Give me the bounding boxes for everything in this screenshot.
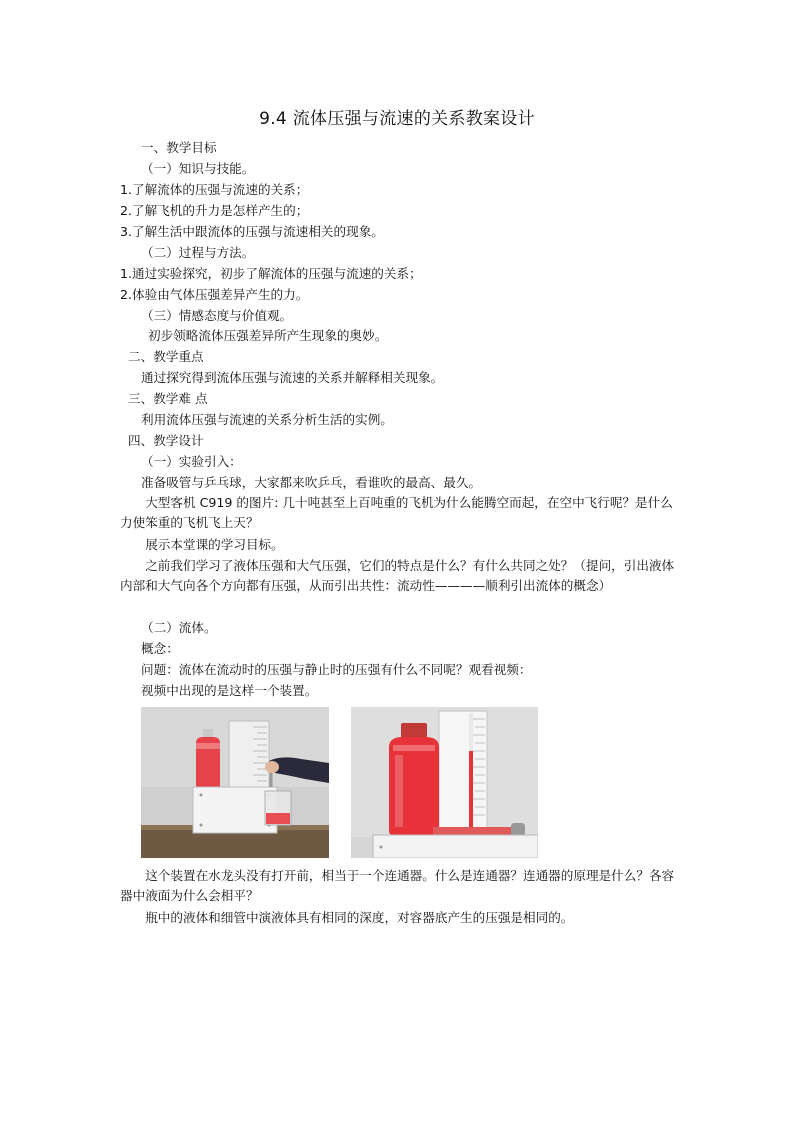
section-heading-design: 四、教学设计 <box>128 433 204 448</box>
list-item: 1.了解流体的压强与流速的关系； <box>120 182 309 197</box>
paragraph: 大型客机 C919 的图片: 几十吨甚至上百吨重的飞机为什么能腾空而起，在空中飞行呢？是什么力使笨重的飞机飞上天？ <box>120 495 673 530</box>
subheading-attitude: （三）情感态度与价值观。 <box>141 308 293 323</box>
subheading-process: （二）过程与方法。 <box>141 245 255 260</box>
paragraph: 准备吸管与乒乓球，大家都来吹乒乓，看谁吹的最高、最久。 <box>141 475 482 490</box>
paragraph: 问题：流体在流动时的压强与静止时的压强有什么不同呢？观看视频： <box>141 662 532 677</box>
subheading-fluid: （二）流体。 <box>141 620 217 635</box>
subheading-knowledge: （一）知识与技能。 <box>141 161 255 176</box>
paragraph: 初步领略流体压强差异所产生现象的奥妙。 <box>148 328 388 343</box>
list-item: 2.了解飞机的升力是怎样产生的； <box>120 203 309 218</box>
section-heading-objectives: 一、教学目标 <box>141 140 217 155</box>
paragraph: 视频中出现的是这样一个装置。 <box>141 683 318 698</box>
apparatus-closeup-illustration <box>351 707 538 858</box>
paragraph: 之前我们学习了液体压强和大气压强，它们的特点是什么？有什么共同之处？（提问，引出液体内部和大气向各个方向都有压强，从而引出共性：流动性————顺利引出流体的概念） <box>120 558 675 593</box>
apparatus-with-hand-illustration <box>141 707 329 858</box>
paragraph: 展示本堂课的学习目标。 <box>120 537 284 552</box>
paragraph: 这个装置在水龙头没有打开前，相当于一个连通器。什么是连通器？连通器的原理是什么？各容器中液面为什么会相平？ <box>120 868 675 903</box>
section-heading-difficulty: 三、教学难 点 <box>128 391 208 406</box>
list-item: 3.了解生活中跟流体的压强与流速相关的现象。 <box>120 224 384 239</box>
list-item: 2.体验由气体压强差异产生的力。 <box>120 287 309 302</box>
subheading-intro: （一）实验引入： <box>141 454 242 469</box>
document-title: 9.4 流体压强与流速的关系教案设计 <box>259 109 535 129</box>
paragraph: 利用流体压强与流速的关系分析生活的实例。 <box>141 412 393 427</box>
paragraph: 通过探究得到流体压强与流速的关系并解释相关现象。 <box>141 370 444 385</box>
paragraph: 瓶中的液体和细管中演液体具有相同的深度，对容器底产生的压强是相同的。 <box>120 910 574 925</box>
list-item: 1.通过实验探究，初步了解流体的压强与流速的关系； <box>120 266 422 281</box>
apparatus-with-hand-photo <box>141 707 329 858</box>
apparatus-closeup-photo <box>351 707 538 858</box>
paragraph: 概念： <box>141 641 179 656</box>
section-heading-key-points: 二、教学重点 <box>128 349 204 364</box>
